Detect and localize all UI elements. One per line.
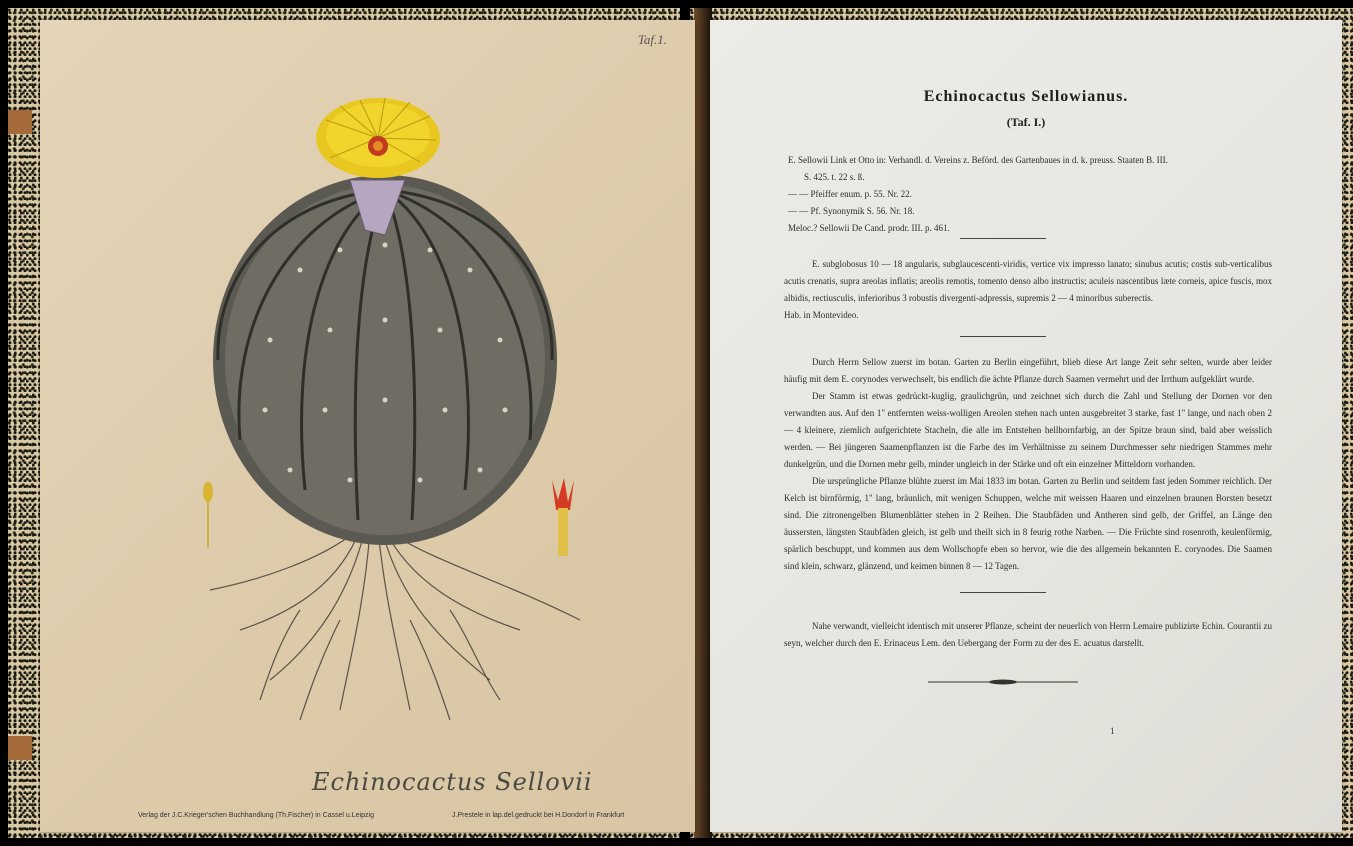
plate-reference: (Taf. I.) bbox=[1006, 115, 1046, 129]
synonym-line: Meloc.? Sellowii De Cand. prodr. III. p. 461. bbox=[788, 223, 950, 233]
german-paragraph: Der Stamm ist etwas gedrückt-kuglig, graulichgrün, und zeichnet sich durch die Zahl und Stellung der Dornen vor den verwandten aus. Auf den 1" entfernten weiss-wolligen Areolen stehen nach unten ausgebreitet 3 starke, fast 1" lange, und nach oben 2 — 4 kleinere, ziemlich aufgerichtete Stacheln, die alle im Entstehen hellhornfarbig, an der Spitze braun sind, bald aber weisslich werden. — Bei jüngeren Saamenpflanzen ist die Farbe des im Verhältnisse zu seinem Durchmesser sehr niedrigen Stammes mehr dunkelgrün, und die Dornen mehr gelb, minder ungleich in der Stärke und oft ein einzelner Mitteldorn vorhanden. bbox=[784, 391, 1272, 469]
botanical-plate-page bbox=[40, 20, 695, 832]
latin-description-block bbox=[784, 256, 1272, 324]
pistil-detail bbox=[552, 478, 574, 556]
german-paragraph: Die ursprüngliche Pflanze blühte zuerst im Mai 1833 im botan. Garten zu Berlin und seitdem fast jeden Sommer reichlich. Der Kelch ist birnförmig, 1" lang, bräunlich, mit wenigen Schuppen, welche mit weissen Haaren und einzelnen braunen Borsten besetzt sind. Die zitronengelben Blumenblätter stehen in 2 Reihen. Die Staubfäden und Antheren sind gelb, der Griffel, an Länge den äussersten, längsten Staubfäden gleich, ist gelb und theilt sich in 8 feurig rothe Narben. — Die Früchte sind rosenroth, keulenförmig, spärlich beschuppt, und kommen aus dem Wollschopfe eben so hervor, wie die des allgemein bekannten E. corynodes. Die Saamen sind klein, schwarz, glänzend, und keimen binnen 8 — 12 Tagen. bbox=[784, 476, 1272, 571]
section-divider bbox=[960, 336, 1046, 337]
publisher-imprint: Verlag der J.C.Krieger'schen Buchhandlung (Th.Fischer) in Cassel u.Leipzig bbox=[138, 812, 374, 819]
synonym-line: — — Pf. Synonymik S. 56. Nr. 18. bbox=[788, 206, 915, 216]
species-title: Echinocactus Sellowianus. bbox=[923, 88, 1129, 105]
german-paragraph: Durch Herrn Sellow zuerst im botan. Garten zu Berlin eingeführt, blieb diese Art lange Zeit sehr selten, wurde aber leider häufig mit dem E. corynodes verwechselt, bis endlich die ächte Pflanze durch Saamen vermehrt und der Irrthum aufgeklärt wurde. bbox=[784, 357, 1272, 384]
synonym-line: E. Sellowii Link et Otto in: Verhandl. d. Vereins z. Beförd. des Gartenbaues in d. k. preuss. Staaten B. III. bbox=[788, 155, 1168, 165]
synonym-line: S. 425. t. 22 s. ß. bbox=[804, 172, 865, 182]
left-bottom-corner-leather bbox=[8, 736, 32, 760]
plate-caption: Echinocactus Sellovii bbox=[312, 768, 593, 796]
cactus-illustration bbox=[40, 20, 695, 832]
synonym-line: — — Pfeiffer enum. p. 55. Nr. 22. bbox=[788, 189, 912, 199]
section-divider bbox=[960, 238, 1046, 239]
printer-imprint: J.Prestele in lap.del.gedruckt bei H.Dondorf in Frankfurt bbox=[452, 812, 625, 819]
synonym-list bbox=[788, 152, 1268, 237]
latin-description: E. subglobosus 10 — 18 angularis, subglaucescenti-viridis, vertice vix impresso lanato; sinubus acutis; costis sub-verticalibus acutis crenatis, supra areolas inflatis; areolis remotis, tomento denso albo instructis; aculeis nascentibus læte corneis, apice fuscis, mox albidis, rectiusculis, inferioribus 3 robustis divergenti-adpressis, supremis 2 — 4 minoribus suberectis. bbox=[784, 259, 1272, 303]
related-species-note: Nahe verwandt, vielleicht identisch mit unserer Pflanze, scheint der neuerlich von Herrn Lemaire publizirte Echin. Courantii zu seyn, welcher durch den E. Erinaceus Lem. den Uebergang der Form zu der des E. acuatus darstellt. bbox=[784, 621, 1272, 648]
german-description-block bbox=[784, 354, 1272, 575]
note-block bbox=[784, 618, 1272, 652]
section-divider bbox=[960, 592, 1046, 593]
plate-number: Taf.1. bbox=[637, 32, 667, 47]
yellow-flower bbox=[316, 98, 440, 178]
root-system bbox=[210, 530, 580, 720]
left-top-corner-leather bbox=[8, 110, 32, 134]
page-number: 1 bbox=[1110, 726, 1115, 736]
stamen-detail bbox=[203, 482, 213, 548]
ornamental-flourish bbox=[928, 678, 1078, 686]
habitat-line: Hab. in Montevideo. bbox=[784, 310, 859, 320]
description-text-page bbox=[710, 20, 1342, 832]
